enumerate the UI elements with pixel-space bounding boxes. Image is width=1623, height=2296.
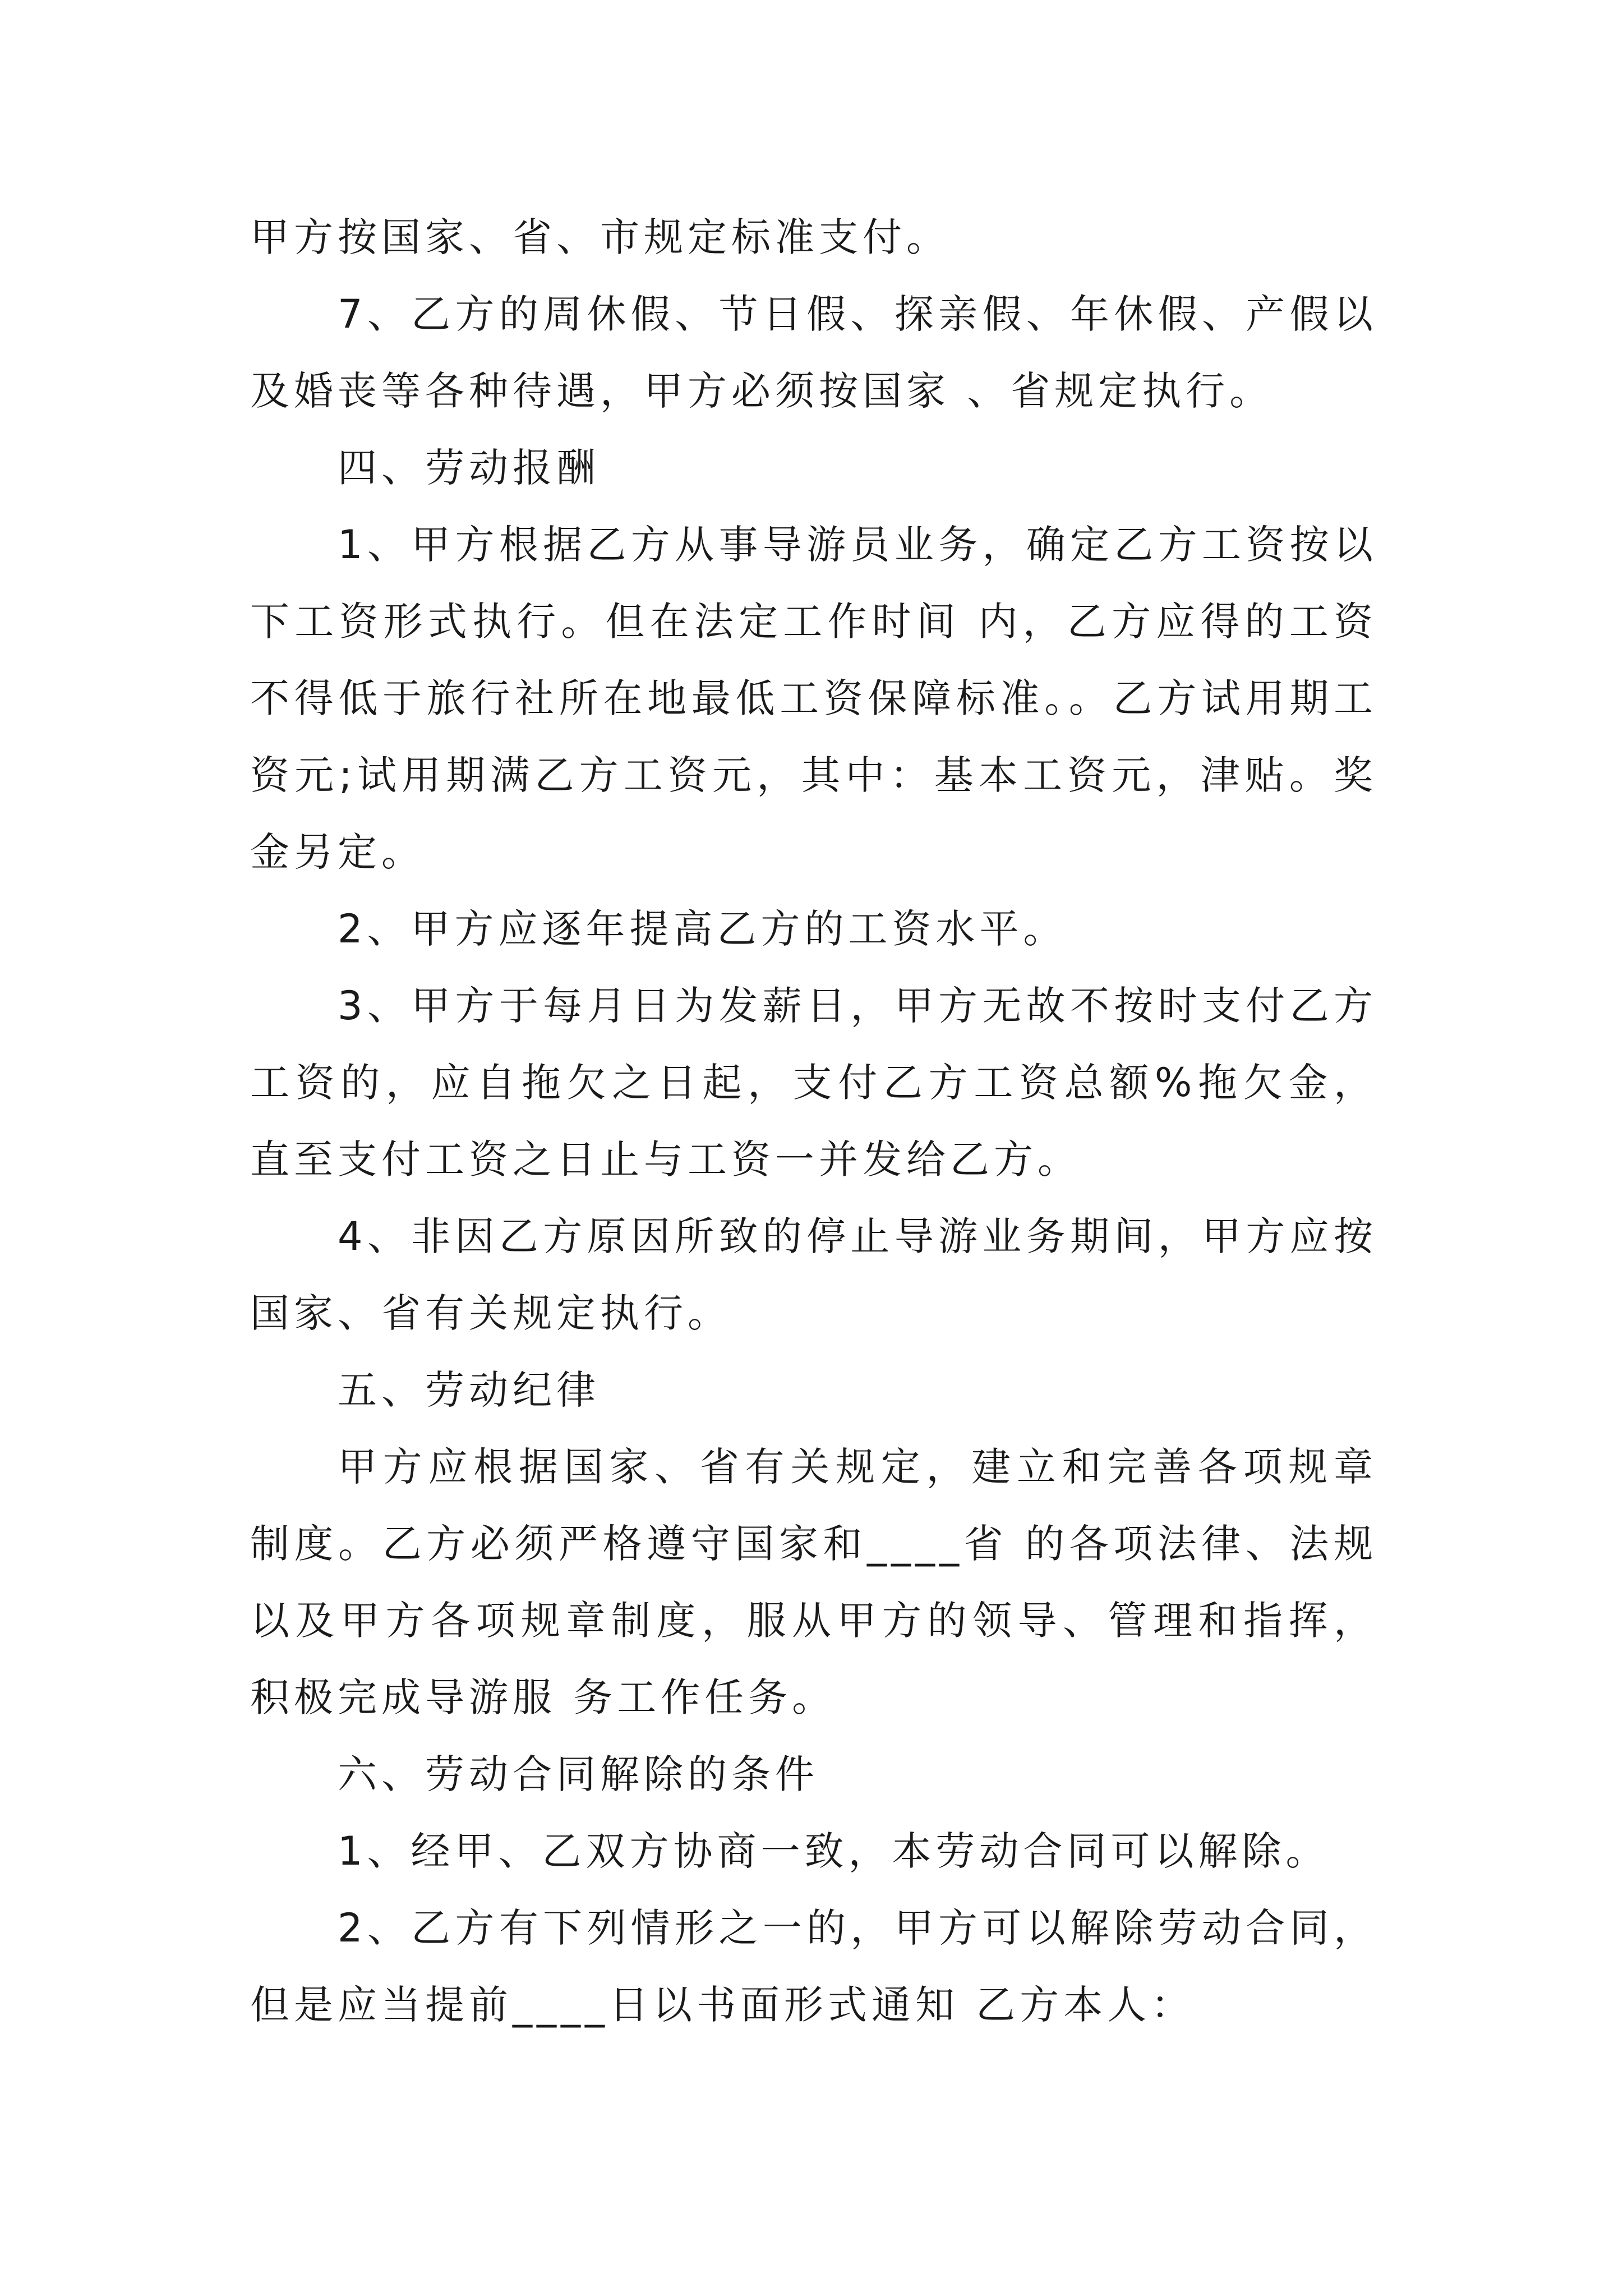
paragraph-leave-benefits: 7、乙方的周休假、节日假、探亲假、年休假、产假以及婚丧等各种待遇，甲方必须按国家 、省规定执行。 — [250, 291, 1377, 414]
section-heading-termination: 六、劳动合同解除的条件 — [338, 1751, 819, 1797]
paragraph-suspension-period: 4、非因乙方原因所致的停止导游业务期间，甲方应按国家、省有关规定执行。 — [250, 1213, 1377, 1336]
section-heading-discipline: 五、劳动纪律 — [338, 1367, 600, 1413]
paragraph-wage-form: 1、甲方根据乙方从事导游员业务，确定乙方工资按以下工资形式执行。但在法定工作时间 内，乙方应得的工资不得低于旅行社所在地最低工资保障标准。。乙方试用期工资元;试用期满乙方工资元，其中：基本工资元，津贴。奖金另定。 — [250, 522, 1377, 875]
paragraph-payment-standard: 甲方按国家、省、市规定标准支付。 — [250, 214, 950, 260]
paragraph-wage-increase: 2、甲方应逐年提高乙方的工资水平。 — [338, 906, 1067, 952]
paragraph-mutual-termination: 1、经甲、乙双方协商一致，本劳动合同可以解除。 — [338, 1828, 1330, 1874]
paragraph-termination-notice: 2、乙方有下列情形之一的，甲方可以解除劳动合同，但是应当提前____日以书面形式通知 乙方本人： — [250, 1905, 1377, 2028]
document-body — [250, 199, 1377, 2044]
paragraph-rules-compliance: 甲方应根据国家、省有关规定，建立和完善各项规章制度。乙方必须严格遵守国家和____省 的各项法律、法规以及甲方各项规章制度，服从甲方的领导、管理和指挥，积极完成导游服 务工作任务。 — [250, 1444, 1377, 1720]
paragraph-payday: 3、甲方于每月日为发薪日，甲方无故不按时支付乙方工资的，应自拖欠之日起，支付乙方工资总额%拖欠金，直至支付工资之日止与工资一并发给乙方。 — [250, 983, 1377, 1182]
section-heading-remuneration: 四、劳动报酬 — [338, 445, 600, 491]
